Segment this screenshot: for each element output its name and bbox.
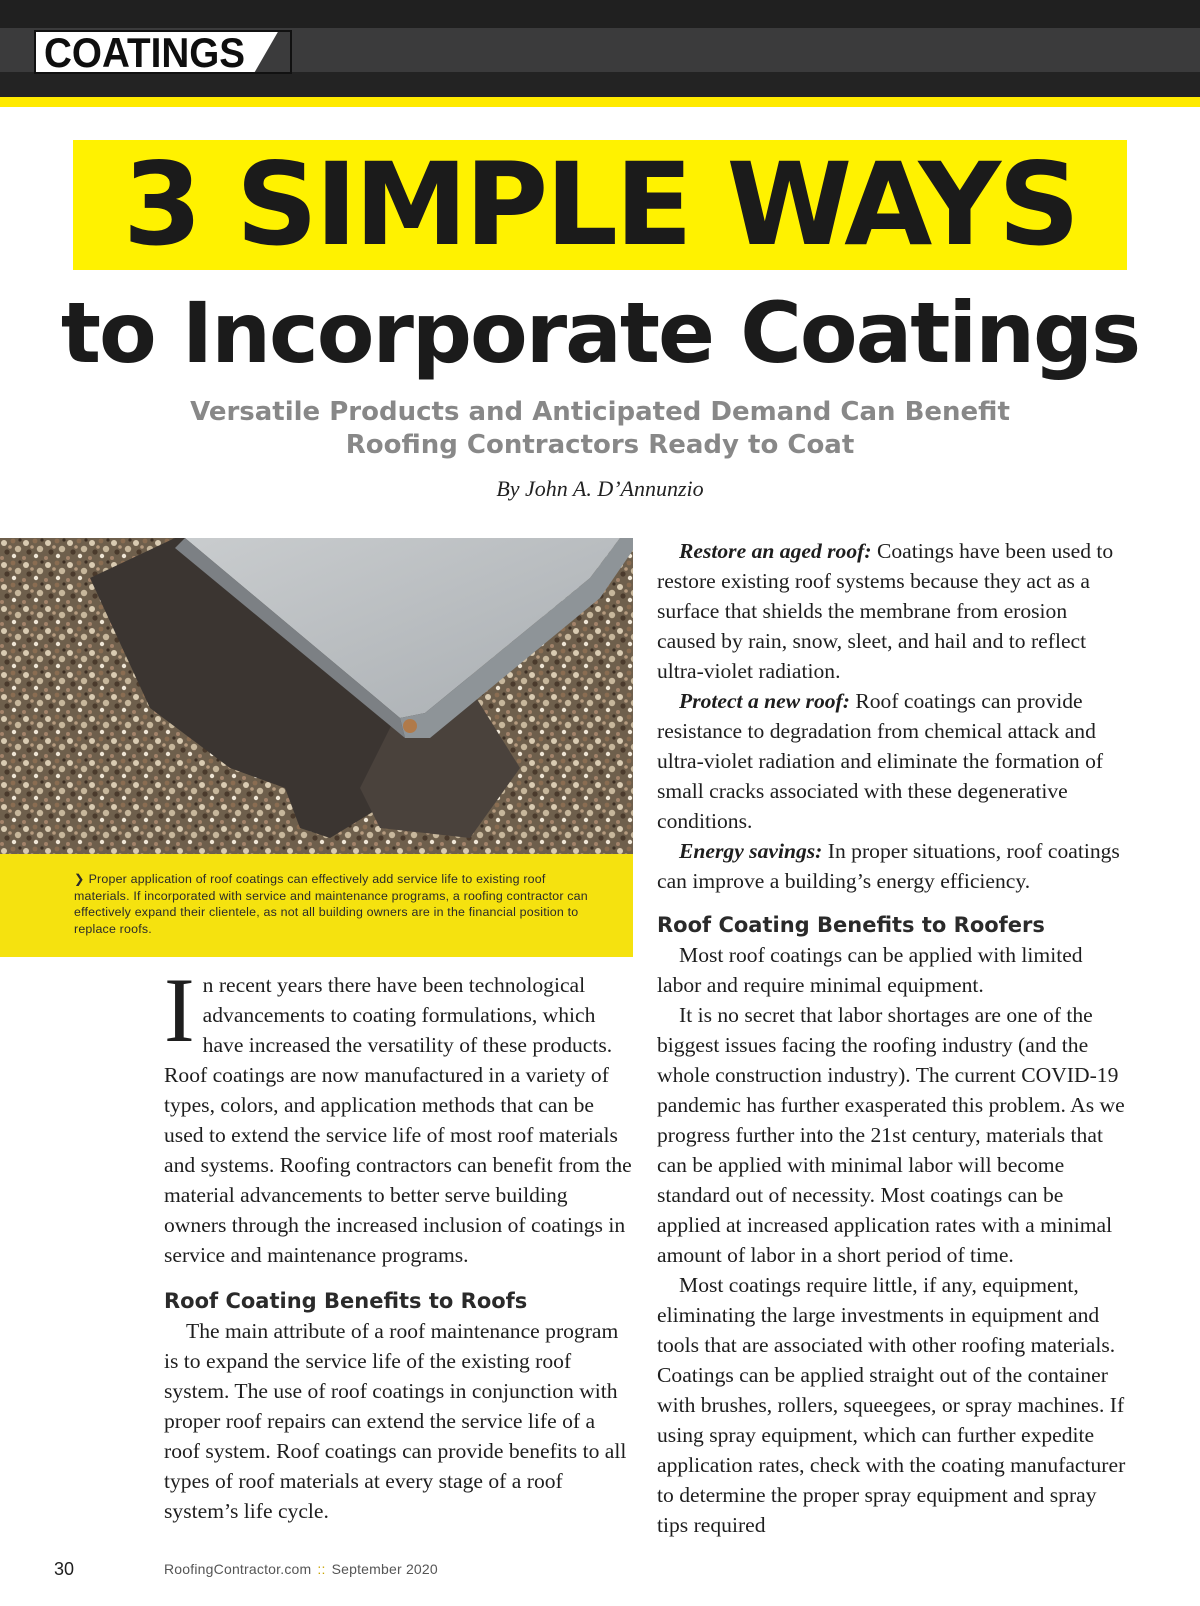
benefit-lead: Protect a new roof: [679, 689, 850, 713]
benefit-item [657, 836, 1127, 896]
headline-line-1: 3 SIMPLE WAYS [122, 138, 1078, 271]
roofers-paragraph: It is no secret that labor shortages are one of the biggest issues facing the roofing industry (and the whole construction industry). The current COVID-19 pandemic has further exasperated this problem. As we progress further into the 21st century, materials that can be applied with minimal labor will become standard out of necessity. Most coatings can be applied at increased application rates with a minimal amount of labor in a short period of time. [657, 1003, 1125, 1267]
section-tag [34, 30, 292, 74]
subtitle-dek: Versatile Products and Anticipated Demand Can Benefit Roofing Contractors Ready to Coat [190, 397, 1010, 460]
header-yellow-rule [0, 97, 1200, 107]
benefit-item [657, 536, 1127, 686]
subhead-benefits-to-roofs: Roof Coating Benefits to Roofs [164, 1289, 528, 1313]
benefit-text: Coatings have been used to restore existing roof systems because they act as a surface that shields the membrane from erosion caused by rain, snow, sleet, and hail and to reflect ultra-violet radiation. [657, 539, 1114, 683]
roofers-paragraph: Most coatings require little, if any, equipment, eliminating the large investments in equipment and tools that are associated with other roofing materials. Coatings can be applied straight out of the container with brushes, rollers, squeegees, or spray machines. If using spray equipment, which can further expedite application rates, check with the coating manufacturer to determine the proper spray equipment and spray tips required [657, 1273, 1126, 1537]
footer-site: RoofingContractor.com [164, 1561, 312, 1577]
benefit-lead: Energy savings: [679, 839, 823, 863]
roofs-paragraph: The main attribute of a roof maintenance program is to expand the service life of the existing roof system. The use of roof coatings in conjunction with proper roof repairs can extend the service life of a roof system. Roof coatings can provide benefits to all types of roof materials at every stage of a roof system’s life cycle. [164, 1319, 627, 1523]
right-column [657, 536, 1127, 1540]
photo-caption [74, 871, 594, 937]
intro-paragraph [164, 959, 634, 1270]
footer-info [164, 1561, 438, 1577]
benefit-item [657, 686, 1127, 836]
roof-photo [0, 538, 633, 854]
footer-separator: :: [317, 1561, 326, 1577]
subhead-benefits-to-roofers: Roof Coating Benefits to Roofers [657, 913, 1045, 937]
section-label: COATINGS [44, 30, 246, 74]
roofers-paragraph: Most roof coatings can be applied with limited labor and require minimal equipment. [657, 943, 1083, 997]
photo-caption-text: Proper application of roof coatings can effectively add service life to existing roof materials. If incorporated with service and maintenance programs, a roofing contractor can effectively expand their clientele, as not all building owners are in the financial position to replace roofs. [74, 872, 588, 936]
benefit-text: Roof coatings can provide resistance to degradation from chemical attack and ultra-violet radiation and eliminate the formation of small cracks associated with these degenerative conditions. [657, 689, 1104, 833]
byline: By John A. D’Annunzio [496, 476, 704, 501]
page-number: 30 [54, 1559, 75, 1579]
intro-text: n recent years there have been technological advancements to coating formulations, which have increased the versatility of these products. Roof coatings are now manufactured in a variety of types, colors, and application methods that can be used to extend the service life of most roof materials and systems. Roofing contractors can benefit from the material advancements to better serve building owners through the increased inclusion of coatings in service and maintenance programs. [164, 973, 632, 1267]
caption-arrow-icon: ❯ [74, 872, 85, 886]
roof-photo-illustration [0, 538, 633, 854]
benefit-text: In proper situations, roof coatings can improve a building’s energy efficiency. [657, 839, 1120, 893]
left-column [164, 959, 634, 1526]
headline-line-2: to Incorporate Coatings [60, 284, 1140, 382]
footer-date: September 2020 [331, 1561, 438, 1577]
benefit-lead: Restore an aged roof: [679, 539, 872, 563]
section-tag-slash [247, 30, 292, 74]
drop-cap: I [164, 959, 195, 1061]
